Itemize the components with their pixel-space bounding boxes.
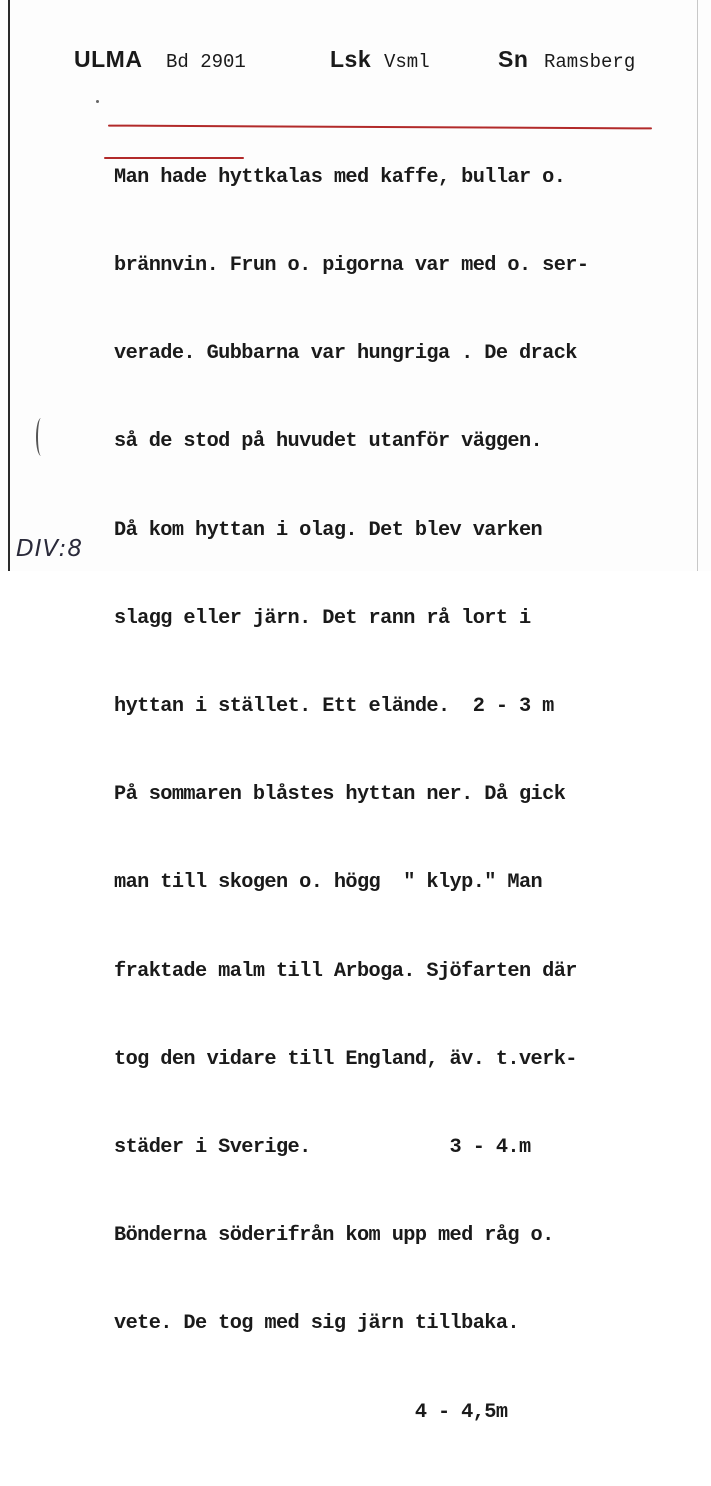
text-line: På sommaren blåstes hyttan ner. Då gick — [114, 783, 566, 807]
text-line: verade. Gubbarna var hungriga . De drack — [114, 342, 577, 366]
text-line: 4 - 4,5m — [114, 1400, 508, 1424]
text-line: städer i Sverige. 3 - 4.m — [114, 1136, 531, 1160]
text-line: fraktade malm till Arboga. Sjöfarten där — [114, 959, 577, 983]
text-line: brännvin. Frun o. pigorna var med o. ser- — [114, 254, 589, 278]
card-right-edge — [697, 0, 698, 571]
pencil-dot — [96, 100, 99, 103]
handwritten-signature: DIV:8 — [16, 536, 83, 562]
text-line: man till skogen o. högg " klyp." Man — [114, 871, 543, 895]
text-line: Man hade hyttkalas med kaffe, bullar o. — [114, 165, 566, 189]
text-line: tog den vidare till England, äv. t.verk- — [114, 1047, 577, 1071]
text-line: hyttan i stället. Ett elände. 2 - 3 m — [114, 695, 554, 719]
text-line: Då kom hyttan i olag. Det blev varken — [114, 518, 543, 542]
archive-label: ULMA — [74, 46, 143, 72]
pencil-bracket-mark — [36, 418, 46, 456]
text-line: vete. De tog med sig järn tillbaka. — [114, 1312, 519, 1336]
parish-label: Sn — [498, 46, 529, 72]
card-left-edge — [8, 0, 10, 571]
card-body-text — [114, 104, 588, 1486]
parish-value: Ramsberg — [544, 51, 636, 73]
text-line: slagg eller järn. Det rann rå lort i — [114, 606, 531, 630]
region-label: Lsk — [330, 46, 372, 72]
text-line: Bönderna söderifrån kom upp med råg o. — [114, 1224, 554, 1248]
region-value: Vsml — [384, 51, 430, 73]
text-line: så de stod på huvudet utanför väggen. — [114, 430, 543, 454]
archive-value: Bd 2901 — [166, 51, 246, 73]
